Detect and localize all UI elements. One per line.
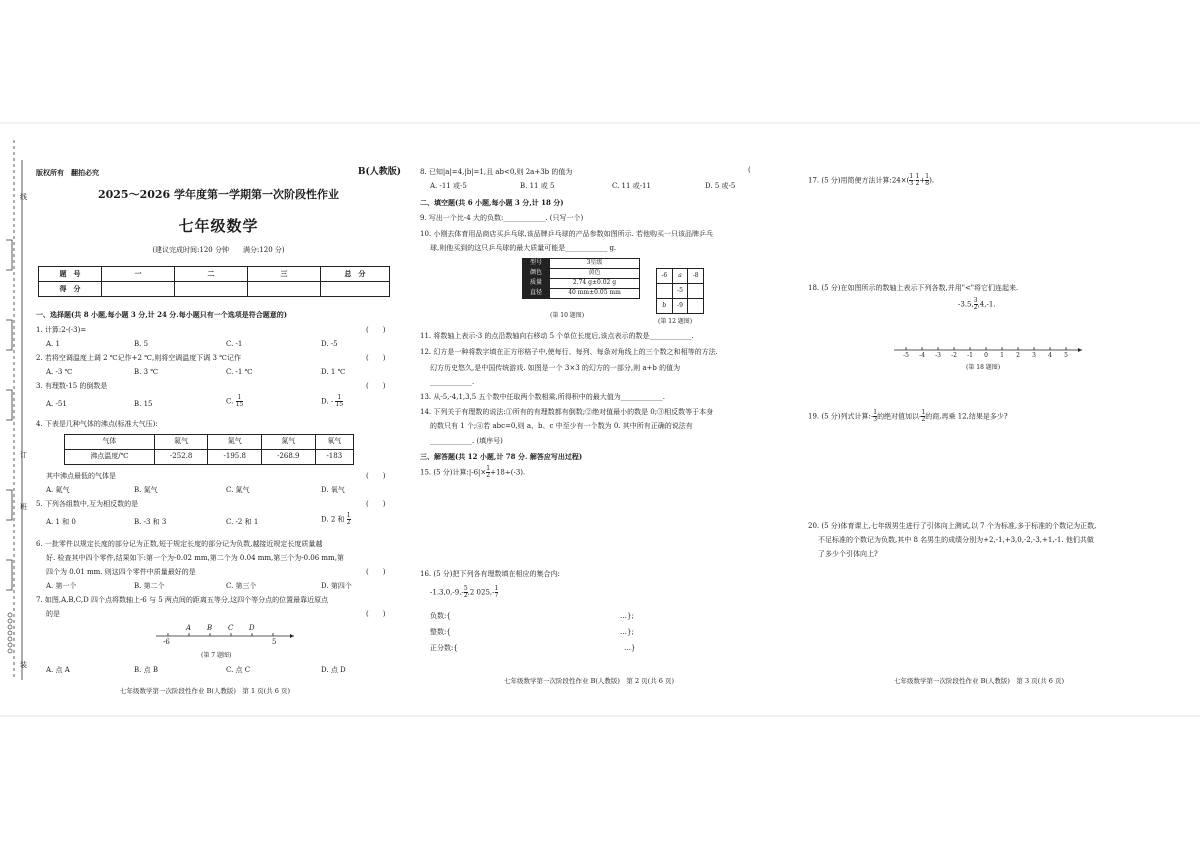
q18-tick-label: 3 <box>1032 352 1036 359</box>
q4-cell-1: -252.8 <box>154 450 208 465</box>
q7-point-d: D <box>249 624 255 632</box>
q12-cell-2-0: b <box>657 299 673 314</box>
q4-option-d[interactable]: D. 氧气 <box>321 486 345 494</box>
q6-option-a[interactable]: A. 第一个 <box>46 582 77 590</box>
q12-line-1: 12. 幻方是一种将数字填在正方形格子中,使每行、每列、每条对角线上的三个数之和相等的方法. <box>420 348 718 356</box>
q7-option-d[interactable]: D. 点 D <box>321 666 346 674</box>
q4-head-0: 气体 <box>65 435 155 450</box>
q3-answer-paren[interactable]: ( ) <box>366 382 386 390</box>
q14-line-3: ____________. (填序号) <box>430 437 503 445</box>
q8-answer-paren[interactable]: ( <box>748 166 751 174</box>
q19-denominator-2: 2 <box>921 416 926 423</box>
q16-numerator-2: 1 <box>494 585 499 592</box>
q4-head-3: 氮气 <box>262 435 316 450</box>
q10-line-2: 球,则他买到的这只乒乓球的最大质量可能是____________ g. <box>430 244 617 252</box>
q19-numerator-1: 1 <box>873 409 878 416</box>
q12-figure-caption: (第 12 题图) <box>658 318 693 325</box>
q6-option-d[interactable]: D. 第四个 <box>321 582 352 590</box>
q7-point-a: A <box>186 624 192 632</box>
q15-post: +18÷(-3). <box>490 468 526 477</box>
q16-denominator-1: 2 <box>463 592 468 599</box>
q4-cell-4: -183 <box>315 450 353 465</box>
q20-line-3: 了多少个引体向上? <box>818 550 878 558</box>
q17-a-denominator: 3 <box>909 180 914 187</box>
q6-line-1: 6. 一批零件以规定长度的部分记为正数,短于规定长度的部分记为负数,越接近规定长度质量越 <box>36 540 323 548</box>
q7-line-2: 的是 <box>46 610 60 618</box>
q12-cell-0-2: -8 <box>688 269 704 284</box>
q13-text: 13. 从-5,-4,1,3,5 五个数中任取两个数相乘,所得积中的最大值为____________. <box>420 393 665 401</box>
q18-tick-label: 0 <box>984 352 988 359</box>
q15-pre: 15. (5 分)计算:|-6|× <box>420 468 487 477</box>
q8-option-d[interactable]: D. 5 或-5 <box>705 182 736 190</box>
q4-stem: 4. 下表是几种气体的沸点(标准大气压): <box>36 420 158 428</box>
copyright-note: 版权所有 翻拍必究 <box>36 168 99 177</box>
q4-option-c[interactable]: C. 氮气 <box>226 486 250 494</box>
q10-val-0: 3星级 <box>550 259 640 269</box>
page-3-footer: 七年级数学第一次阶段性作业 B(人教版) 第 3 页(共 6 页) <box>894 677 1065 685</box>
q8-option-c[interactable]: C. 11 或-11 <box>612 182 651 190</box>
q18-tick-label: 1 <box>1000 352 1004 359</box>
q18-figure-caption: (第 18 题图) <box>966 364 1001 371</box>
q10-key-0: 型号 <box>523 259 550 269</box>
q4-answer-paren[interactable]: ( ) <box>366 472 386 480</box>
q3-stem: 3. 有理数-15 的倒数是 <box>36 382 108 390</box>
q8-option-b[interactable]: B. 11 或 5 <box>520 182 555 190</box>
q7-point-c: C <box>228 624 234 632</box>
q4-head-4: 氧气 <box>315 435 353 450</box>
q16-list-mid: ,2 025,- <box>467 588 495 597</box>
q14-line-2: 的数只有 1 个;④若 abc=0,则 a、b、c 中至少有一个数为 0. 其中所有正确的说法有 <box>430 422 693 430</box>
q6-option-c[interactable]: C. 第三个 <box>226 582 257 590</box>
q6-line-2: 好. 检查其中四个零件,结果如下:第一个为-0.02 mm,第二个为 0.04 mm,第三个为-0.06 mm,第 <box>46 554 344 562</box>
q12-line-3: ____________. <box>430 378 475 386</box>
q1-answer-paren[interactable]: ( ) <box>366 326 386 334</box>
q5-option-a[interactable]: A. 1 和 0 <box>46 518 76 526</box>
q5-option-b[interactable]: B. -3 和 3 <box>134 518 167 526</box>
section-1-title: 一、选择题(共 8 小题,每小题 3 分,计 24 分.每小题只有一个选项是符合题意的) <box>36 310 288 319</box>
q15-denominator: 2 <box>486 472 491 479</box>
score-row-label: 得 分 <box>39 282 102 297</box>
q5-answer-paren[interactable]: ( ) <box>366 500 386 508</box>
binding-label-xian: 线 <box>20 193 27 201</box>
time-note: (建议完成时间:120 分钟 满分:120 分) <box>152 246 285 254</box>
q17-pre: 17. (5 分)用简便方法计算:24×( <box>808 176 910 185</box>
q7-point-b: B <box>207 624 213 632</box>
q18-tick-label: -5 <box>903 352 909 359</box>
q18-tick-label: -4 <box>919 352 925 359</box>
q10-key-1: 颜色 <box>523 269 550 279</box>
q17-a-numerator: 1 <box>909 173 914 180</box>
q20-line-1: 20. (5 分)体育课上,七年级男生进行了引体向上测试,以 7 个为标准,多于标准的个数记为正数, <box>808 522 1097 530</box>
q3-option-c-label: C. <box>226 397 234 406</box>
q17-c-numerator: 1 <box>925 173 930 180</box>
q17-c-denominator: 8 <box>925 180 930 187</box>
q18-nums-pre: -3.5, <box>958 300 974 309</box>
q4-cell-0: 沸点温度/℃ <box>65 450 155 465</box>
q19-numerator-2: 1 <box>921 409 926 416</box>
q3-option-a[interactable]: A. -51 <box>46 400 67 408</box>
q18-tick-label: 5 <box>1064 352 1068 359</box>
q5-option-c[interactable]: C. -2 和 1 <box>226 518 259 526</box>
q11-text: 11. 将数轴上表示-3 的点沿数轴向右移动 5 个单位长度后,该点表示的数是____________. <box>420 332 694 340</box>
q3-c-numerator: 1 <box>237 394 242 401</box>
q16-list-pre: -1.3,0,-9,- <box>430 588 464 597</box>
q16-negative-set-label: 负数:{ <box>430 612 451 620</box>
q10-val-2: 2.74 g±0.02 g <box>550 279 640 289</box>
q5-d-numerator: 1 <box>346 512 351 519</box>
q7-figure-caption: (第 7 题图) <box>201 652 232 659</box>
q4-question: 其中沸点最低的气体是 <box>46 472 116 480</box>
q1-option-a[interactable]: A. 1 <box>46 340 60 348</box>
score-head-1: 一 <box>102 267 175 282</box>
q18-numerator: 3 <box>973 297 978 304</box>
q17-post: ). <box>929 176 935 185</box>
q15-numerator: 1 <box>486 465 491 472</box>
q7-option-c[interactable]: C. 点 C <box>226 666 251 674</box>
q5-stem: 5. 下列各组数中,互为相反数的是 <box>36 500 139 508</box>
q6-option-b[interactable]: B. 第二个 <box>134 582 165 590</box>
q1-option-c[interactable]: C. -1 <box>226 340 243 348</box>
q4-head-2: 氮气 <box>208 435 262 450</box>
q10-figure-caption: (第 10 题图) <box>550 312 585 319</box>
q1-stem: 1. 计算:2-(-3)= <box>36 326 87 334</box>
score-head-3: 三 <box>248 267 321 282</box>
q7-line-1: 7. 如图,A,B,C,D 四个点将数轴上-6 与 5 两点间的距离五等分,这四个等分点的位置最靠近原点 <box>36 596 329 604</box>
q1-option-b[interactable]: B. 5 <box>134 340 149 348</box>
q7-option-a[interactable]: A. 点 A <box>46 666 70 674</box>
q12-line-2: 幻方历史悠久,是中国传统游戏. 如图是一个 3×3 的幻方的一部分,则 a+b 的值为 <box>430 364 681 372</box>
q12-cell-2-1: -9 <box>672 299 688 314</box>
q3-d-denominator: 15 <box>335 401 344 408</box>
q7-tick-5: 5 <box>272 638 277 646</box>
q10-val-3: 40 mm±0.05 mm <box>550 289 640 299</box>
q12-cell-0-0: -6 <box>657 269 673 284</box>
q18-stem: 18. (5 分)在如图所示的数轴上表示下列各数,并用"<"将它们连起来. <box>808 284 1019 292</box>
q17-b-numerator: 1 <box>915 173 920 180</box>
q5-d-denominator: 2 <box>346 519 351 526</box>
q18-tick-label: -2 <box>951 352 957 359</box>
q4-cell-2: -195.8 <box>208 450 262 465</box>
q7-answer-paren[interactable]: ( ) <box>366 610 386 618</box>
q16-stem: 16. (5 分)把下列各有理数填在相应的集合内: <box>420 570 560 578</box>
subject-title: 七年级数学 <box>178 217 259 235</box>
binding-label-ding: 订 <box>20 451 27 459</box>
q16-numerator-1: 5 <box>463 585 468 592</box>
q12-cell-0-1: a <box>672 269 688 284</box>
q10-val-1: 黄色 <box>550 269 640 279</box>
q6-answer-paren[interactable]: ( ) <box>366 568 386 576</box>
score-head-label: 题 号 <box>39 267 102 282</box>
q18-denominator: 2 <box>973 304 978 311</box>
page-1-footer: 七年级数学第一次阶段性作业 B(人教版) 第 1 页(共 6 页) <box>120 687 291 695</box>
q2-answer-paren[interactable]: ( ) <box>366 354 386 362</box>
q17-plus: + <box>919 176 926 185</box>
score-head-total: 总 分 <box>321 267 390 282</box>
q19-mid: 的绝对值加以- <box>877 412 922 421</box>
q4-head-1: 氦气 <box>154 435 208 450</box>
q10-key-3: 直径 <box>523 289 550 299</box>
section-2-title: 二、填空题(共 6 小题,每小题 3 分,计 18 分) <box>420 198 564 207</box>
q20-line-2: 不足标准的个数记为负数,其中 8 名男生的成绩分别为+2,-1,+3,0,-2,-3,+1,-1. 他们共做 <box>818 536 1094 544</box>
q9-text: 9. 写出一个比-4 大的负数:____________. (只写一个) <box>420 214 584 222</box>
q2-stem: 2. 若将空调温度上调 2 ℃记作+2 ℃,则将空调温度下调 3 ℃记作 <box>36 354 241 362</box>
q17-b-denominator: 2 <box>915 180 920 187</box>
q18-tick-label: -3 <box>935 352 941 359</box>
q8-option-a[interactable]: A. -11 或-5 <box>430 182 467 190</box>
q18-tick-label: -1 <box>967 352 973 359</box>
q2-option-a[interactable]: A. -3 ℃ <box>46 368 73 376</box>
q4-cell-3: -268.9 <box>262 450 316 465</box>
q16-positive-fraction-set-label: 正分数:{ <box>430 644 458 652</box>
binding-label-zhuang: 装 <box>20 661 27 669</box>
q4-option-a[interactable]: A. 氦气 <box>46 486 70 494</box>
q7-tick-minus6: -6 <box>163 638 170 646</box>
q18-nums-post: ,4,-1. <box>977 300 996 309</box>
q8-stem: 8. 已知|a|=4,|b|=1,且 ab<0,则 2a+3b 的值为 <box>420 168 573 176</box>
q3-c-denominator: 15 <box>235 401 244 408</box>
page-2-footer: 七年级数学第一次阶段性作业 B(人教版) 第 2 页(共 6 页) <box>504 677 675 685</box>
q19-pre: 19. (5 分)列式计算:- <box>808 412 874 421</box>
exam-title: 2025～2026 学年度第一学期第一次阶段性作业 <box>97 188 340 201</box>
q1-option-d[interactable]: D. -5 <box>321 340 338 348</box>
q17-minus: - <box>913 176 916 185</box>
q10-key-2: 质量 <box>523 279 550 289</box>
q19-denominator-1: 3 <box>873 416 878 423</box>
q7-option-b[interactable]: B. 点 B <box>134 666 158 674</box>
q18-tick-label: 2 <box>1016 352 1020 359</box>
q12-cell-1-1: -5 <box>672 284 688 299</box>
q3-d-numerator: 1 <box>337 394 342 401</box>
q16-positive-fraction-set-end: …} <box>624 644 636 652</box>
q2-option-c[interactable]: C. -1 ℃ <box>226 368 253 376</box>
q3-option-d-label: D. - <box>321 397 334 406</box>
section-3-title: 三、解答题(共 12 小题,计 78 分. 解答应写出过程) <box>420 452 583 461</box>
q16-integer-set-end: …}; <box>620 628 634 636</box>
score-head-2: 二 <box>175 267 248 282</box>
q4-option-b[interactable]: B. 氮气 <box>134 486 158 494</box>
q14-line-1: 14. 下列关于有理数的说法:①所有的有理数都有倒数;②绝对值最小的数是 0;③相反数等于本身 <box>420 408 714 416</box>
q5-option-d-label: D. 2 和 <box>321 515 345 524</box>
q6-line-3: 四个为 0.01 mm. 则这四个零件中质量最好的是 <box>46 568 196 576</box>
q2-option-d[interactable]: D. 1 ℃ <box>321 368 346 376</box>
q2-option-b[interactable]: B. 3 ℃ <box>134 368 159 376</box>
edition-label: B(人教版) <box>357 167 401 177</box>
q10-line-1: 10. 小刚去体育用品商店买乒乓球,该品牌乒乓球的产品参数如图所示. 若他购买一只该品牌乒乓 <box>420 230 714 238</box>
q16-denominator-2: 7 <box>494 592 499 599</box>
q18-tick-label: 4 <box>1048 352 1052 359</box>
q16-negative-set-end: …}; <box>620 612 634 620</box>
q19-post: 的商,再乘 12,结果是多少? <box>925 412 1008 421</box>
binding-label-ban: 班 <box>20 503 27 511</box>
q3-option-b[interactable]: B. 15 <box>134 400 153 408</box>
q16-integer-set-label: 整数:{ <box>430 628 451 636</box>
